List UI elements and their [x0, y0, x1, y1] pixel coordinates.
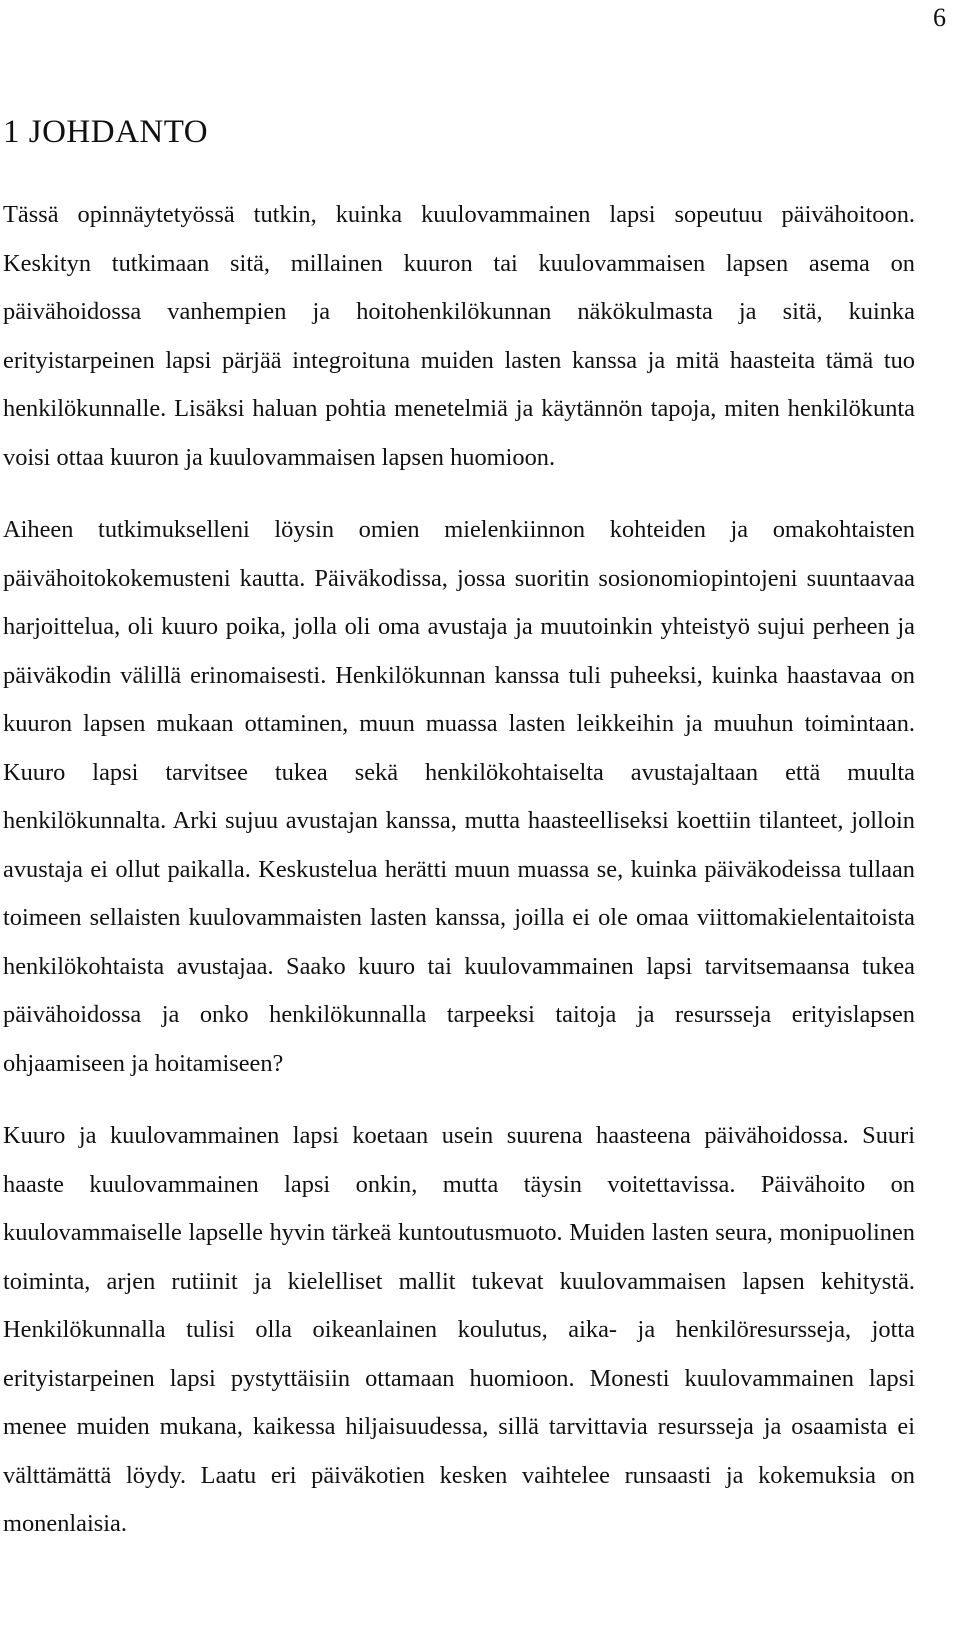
page-number: 6: [933, 3, 946, 32]
chapter-heading: 1 JOHDANTO: [3, 114, 209, 150]
paragraph-background: Aiheen tutkimukselleni löysin omien mielenkiinnon kohteiden ja omakohtaisten päivähoitokokemusteni kautta. Päiväkodissa, jossa suoritin sosionomiopintojeni suuntaavaa harjoittelua, oli kuuro poika, jolla oli oma avustaja ja muutoinkin yhteistyö sujui perheen ja päiväkodin välillä erinomaisesti. Henkilökunnan kanssa tuli puheeksi, kuinka haastavaa on kuuron lapsen mukaan ottaminen, muun muassa lasten leikkeihin ja muuhun toimintaan. Kuuro lapsi tarvitsee tukea sekä henkilökohtaiselta avustajaltaan että muulta henkilökunnalta. Arki sujuu avustajan kanssa, mutta haasteelliseksi koettiin tilanteet, jolloin avustaja ei ollut paikalla. Keskustelua herätti muun muassa se, kuinka päiväkodeissa tullaan toimeen sellaisten kuulovammaisten lasten kanssa, joilla ei ole omaa viittomakielentaitoista henkilökohtaista avustajaa. Saako kuuro tai kuulovammainen lapsi tarvitsemaansa tukea päivähoidossa ja onko henkilökunnalla tarpeeksi taitoja ja resursseja erityislapsen ohjaamiseen ja hoitamiseen?: [3, 516, 915, 1077]
paragraph-daycare-challenge: Kuuro ja kuulovammainen lapsi koetaan usein suurena haasteena päivähoidossa. Suuri haaste kuulovammainen lapsi onkin, mutta täysin voitettavissa. Päivähoito on kuulovammaiselle lapselle hyvin tärkeä kuntoutusmuoto. Muiden lasten seura, monipuolinen toiminta, arjen rutiinit ja kielelliset mallit tukevat kuulovammaisen lapsen kehitystä. Henkilökunnalla tulisi olla oikeanlainen koulutus, aika- ja henkilöresursseja, jotta erityistarpeinen lapsi pystyttäisiin ottamaan huomioon. Monesti kuulovammainen lapsi menee muiden mukana, kaikessa hiljaisuudessa, sillä tarvittavia resursseja ja osaamista ei välttämättä löydy. Laatu eri päiväkotien kesken vaihtelee runsaasti ja kokemuksia on monenlaisia.: [3, 1122, 915, 1537]
paragraph-introduction: Tässä opinnäytetyössä tutkin, kuinka kuulovammainen lapsi sopeutuu päivähoitoon. Keskityn tutkimaan sitä, millainen kuuron tai kuulovammaisen lapsen asema on päivähoidossa vanhempien ja hoitohenkilökunnan näkökulmasta ja sitä, kuinka erityistarpeinen lapsi pärjää integroituna muiden lasten kanssa ja mitä haasteita tämä tuo henkilökunnalle. Lisäksi haluan pohtia menetelmiä ja käytännön tapoja, miten henkilökunta voisi ottaa kuuron ja kuulovammaisen lapsen huomioon.: [3, 201, 915, 471]
body-text: [3, 191, 915, 1573]
